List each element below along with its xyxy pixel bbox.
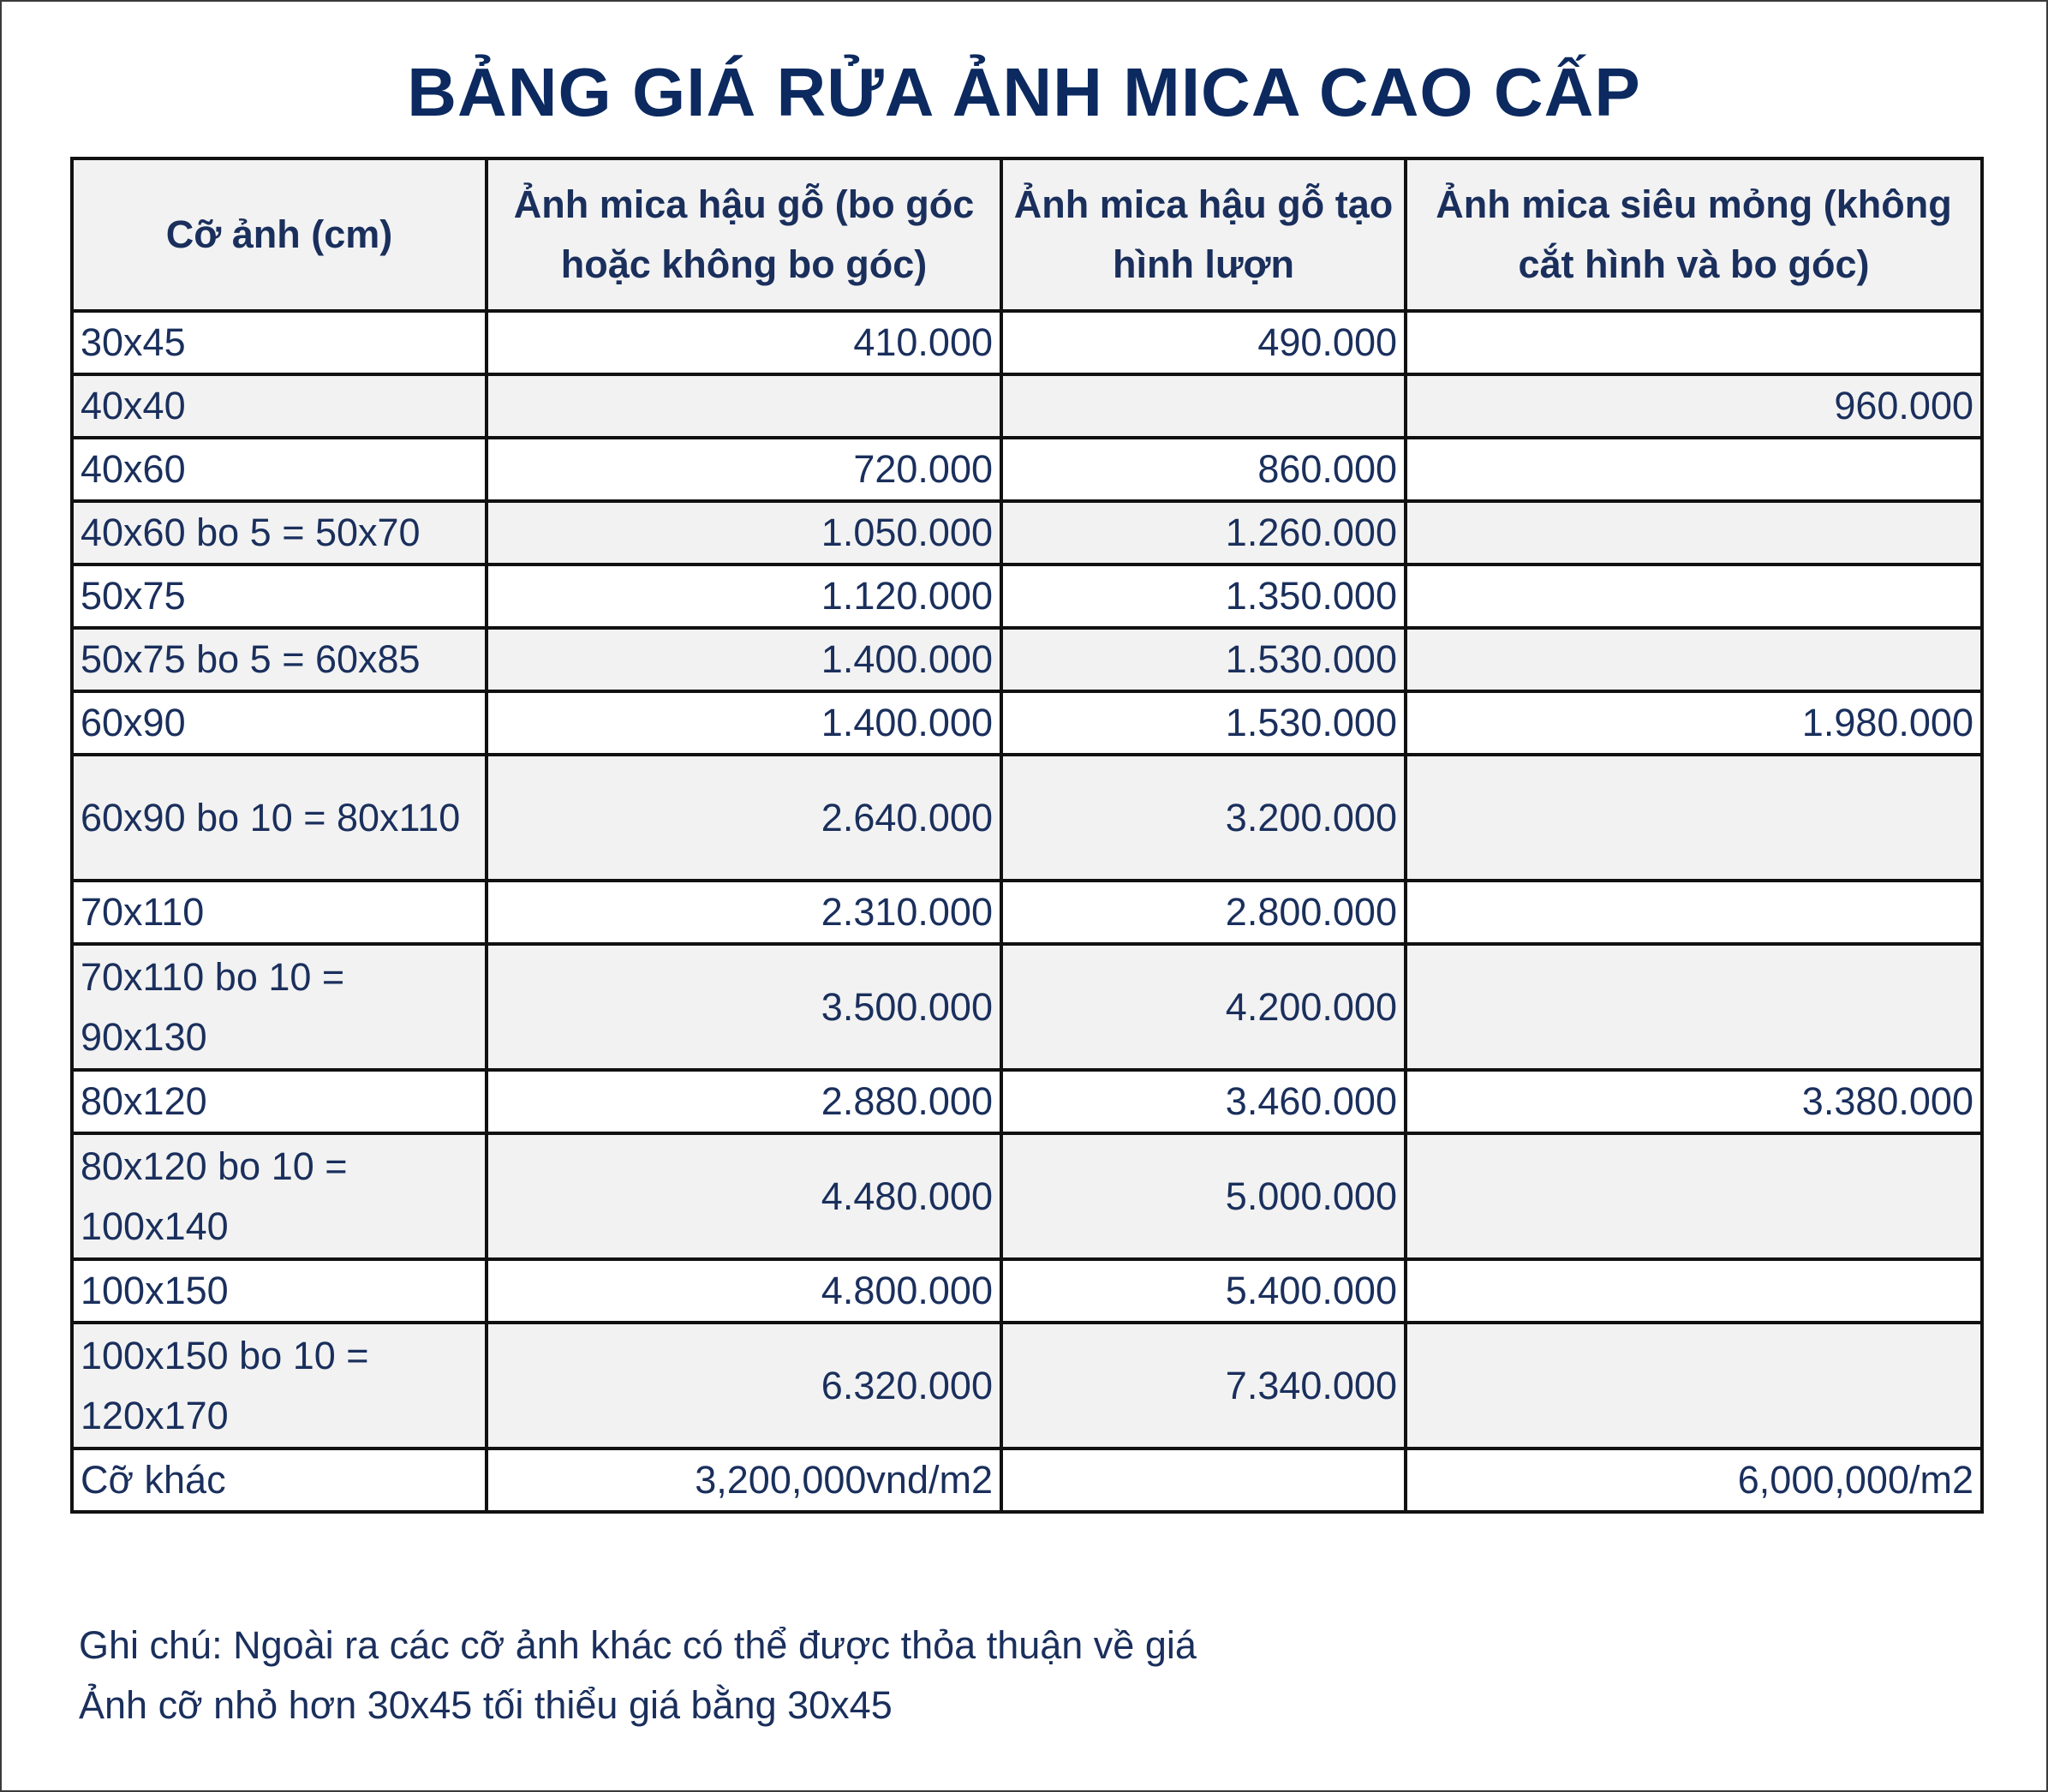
note-line: Ảnh cỡ nhỏ hơn 30x45 tối thiểu giá bằng 30x45 xyxy=(79,1683,893,1727)
price-cell xyxy=(1406,311,1982,374)
price-cell: 1.050.000 xyxy=(487,501,1001,564)
size-cell: 50x75 bo 5 = 60x85 xyxy=(72,628,487,691)
price-cell: 1.400.000 xyxy=(487,628,1001,691)
price-cell: 2.800.000 xyxy=(1001,881,1406,944)
price-cell: 1.350.000 xyxy=(1001,564,1406,628)
price-cell: 5.000.000 xyxy=(1001,1133,1406,1259)
price-cell xyxy=(1001,374,1406,438)
price-cell: 1.530.000 xyxy=(1001,691,1406,755)
price-cell: 960.000 xyxy=(1406,374,1982,438)
price-cell: 720.000 xyxy=(487,438,1001,501)
price-cell: 490.000 xyxy=(1001,311,1406,374)
header-wood-shaped: Ảnh mica hậu gỗ tạo hình lượn xyxy=(1001,158,1406,311)
table-row xyxy=(72,691,1982,755)
price-cell: 3.460.000 xyxy=(1001,1070,1406,1133)
price-cell: 3,200,000vnd/m2 xyxy=(487,1449,1001,1512)
price-cell xyxy=(1406,944,1982,1070)
table-row xyxy=(72,438,1982,501)
table-row xyxy=(72,1259,1982,1323)
price-cell xyxy=(1406,1133,1982,1259)
price-cell xyxy=(1406,1259,1982,1323)
note-line: Ghi chú: Ngoài ra các cỡ ảnh khác có thể được thỏa thuận về giá xyxy=(79,1623,1197,1667)
price-cell: 1.400.000 xyxy=(487,691,1001,755)
price-cell: 860.000 xyxy=(1001,438,1406,501)
size-cell: 100x150 xyxy=(72,1259,487,1323)
table-row xyxy=(72,628,1982,691)
price-cell xyxy=(1001,1449,1406,1512)
price-cell xyxy=(1406,881,1982,944)
price-cell: 2.640.000 xyxy=(487,755,1001,881)
size-cell: Cỡ khác xyxy=(72,1449,487,1512)
size-cell: 40x40 xyxy=(72,374,487,438)
price-cell xyxy=(1406,628,1982,691)
table-row xyxy=(72,1323,1982,1449)
price-cell: 1.530.000 xyxy=(1001,628,1406,691)
size-cell: 70x110 bo 10 = 90x130 xyxy=(72,944,487,1070)
table-row xyxy=(72,755,1982,881)
notes xyxy=(79,1616,1197,1735)
price-cell: 4.480.000 xyxy=(487,1133,1001,1259)
table-row xyxy=(72,1449,1982,1512)
size-cell: 80x120 xyxy=(72,1070,487,1133)
size-cell: 40x60 xyxy=(72,438,487,501)
size-cell: 30x45 xyxy=(72,311,487,374)
price-cell: 2.310.000 xyxy=(487,881,1001,944)
price-cell: 3.380.000 xyxy=(1406,1070,1982,1133)
size-cell: 60x90 bo 10 = 80x110 xyxy=(72,755,487,881)
price-cell: 410.000 xyxy=(487,311,1001,374)
size-cell: 100x150 bo 10 = 120x170 xyxy=(72,1323,487,1449)
price-cell: 4.200.000 xyxy=(1001,944,1406,1070)
price-cell xyxy=(1406,438,1982,501)
size-cell: 70x110 xyxy=(72,881,487,944)
price-cell: 4.800.000 xyxy=(487,1259,1001,1323)
price-cell xyxy=(1406,1323,1982,1449)
price-cell: 3.500.000 xyxy=(487,944,1001,1070)
price-cell: 2.880.000 xyxy=(487,1070,1001,1133)
price-cell xyxy=(1406,564,1982,628)
price-cell xyxy=(1406,755,1982,881)
table-row xyxy=(72,944,1982,1070)
price-cell: 5.400.000 xyxy=(1001,1259,1406,1323)
size-cell: 40x60 bo 5 = 50x70 xyxy=(72,501,487,564)
header-size: Cỡ ảnh (cm) xyxy=(72,158,487,311)
table-row xyxy=(72,501,1982,564)
table-row xyxy=(72,374,1982,438)
table-row xyxy=(72,564,1982,628)
price-cell: 7.340.000 xyxy=(1001,1323,1406,1449)
price-table xyxy=(70,157,1984,1514)
price-cell: 6,000,000/m2 xyxy=(1406,1449,1982,1512)
table-row xyxy=(72,311,1982,374)
price-cell xyxy=(1406,501,1982,564)
table-header-row xyxy=(72,158,1982,311)
price-cell: 3.200.000 xyxy=(1001,755,1406,881)
table-row xyxy=(72,1133,1982,1259)
size-cell: 50x75 xyxy=(72,564,487,628)
header-ultra-thin: Ảnh mica siêu mỏng (không cắt hình và bo góc) xyxy=(1406,158,1982,311)
price-cell: 1.260.000 xyxy=(1001,501,1406,564)
price-cell xyxy=(487,374,1001,438)
header-wood-back: Ảnh mica hậu gỗ (bo góc hoặc không bo góc) xyxy=(487,158,1001,311)
size-cell: 80x120 bo 10 = 100x140 xyxy=(72,1133,487,1259)
table-row xyxy=(72,1070,1982,1133)
table-row xyxy=(72,881,1982,944)
page-title: BẢNG GIÁ RỬA ẢNH MICA CAO CẤP xyxy=(407,54,1641,130)
price-cell: 6.320.000 xyxy=(487,1323,1001,1449)
price-cell: 1.980.000 xyxy=(1406,691,1982,755)
size-cell: 60x90 xyxy=(72,691,487,755)
price-cell: 1.120.000 xyxy=(487,564,1001,628)
